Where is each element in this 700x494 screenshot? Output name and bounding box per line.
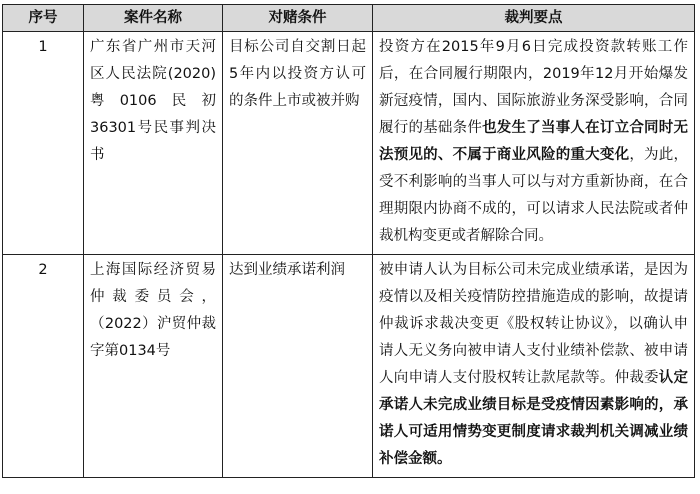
- table-row: [3, 32, 695, 255]
- points-emphasis: 也发生了当事人在订立合同时无法预见的、不属于商业风险的重大变化: [379, 120, 689, 163]
- header-seq: 序号: [3, 5, 84, 32]
- points-text: 被申请人认为目标公司未完成业绩承诺，是因为疫情以及相关疫情防控措施造成的影响，故提请仲裁诉求裁决变更《股权转让协议》，以确认申请人无义务向被申请人支付业绩补偿款、被申请人向申请人支付股权转让款尾款等。仲裁委: [379, 262, 688, 386]
- row-case-name: 广东省广州市天河区人民法院(2020)粤0106民初36301号民事判决书: [84, 32, 223, 255]
- points-text: 投资方在2015年9月6日完成投资款转账工作后，在合同履行期限内，2019年12月开始爆发新冠疫情，国内、国际旅游业务深受影响，合同履行的基础条件: [379, 39, 688, 136]
- row-seq: 2: [3, 255, 84, 478]
- points-emphasis: 认定承诺人未完成业绩目标是受疫情因素影响的，承诺人可适用情势变更制度请求裁判机关调减业绩补偿金额。: [379, 370, 689, 467]
- row-condition: 达到业绩承诺利润: [223, 255, 373, 478]
- points-text-tail: ，为此，受不利影响的当事人可以与对方重新协商，在合理期限内协商不成的，可以请求人民法院或者仲裁机构变更或者解除合同。: [379, 147, 689, 244]
- header-condition: 对赌条件: [223, 5, 373, 32]
- row-seq: 1: [3, 32, 84, 255]
- row-condition: 目标公司自交割日起5年内以投资方认可的条件上市或被并购: [223, 32, 373, 255]
- row-points: [373, 32, 695, 255]
- table-row: [3, 255, 695, 478]
- row-case-name: 上海国际经济贸易仲裁委员会，（2022）沪贸仲裁字第0134号: [84, 255, 223, 478]
- header-points: 裁判要点: [373, 5, 695, 32]
- header-case-name: 案件名称: [84, 5, 223, 32]
- row-points: [373, 255, 695, 478]
- case-table: [2, 4, 695, 478]
- header-row: [3, 5, 695, 32]
